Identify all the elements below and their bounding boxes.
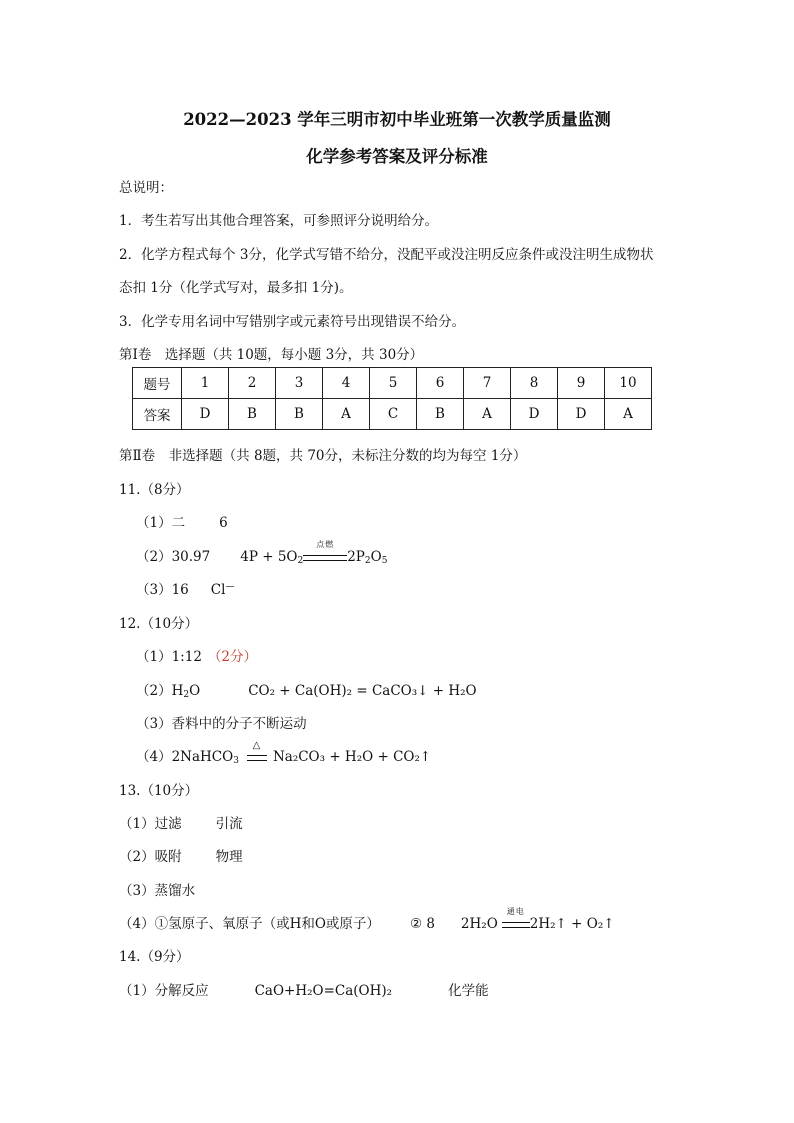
eq-reactants: 4P + 5O [240,549,298,565]
eq-product-b: O [370,549,382,565]
q12-part2-equation: CO₂ + Ca(OH)₂ = CaCO₃↓ + H₂O [248,683,477,699]
q13-part2 [119,845,243,865]
table-cell-number: 6 [417,368,464,399]
table-cell-number: 9 [558,368,605,399]
eq-subscript: 2 [364,556,371,566]
q12-part2-answer-a: （2）H [136,683,184,699]
table-cell-answer: B [276,399,323,430]
heat-symbol: △ [252,740,262,751]
q11-part3 [136,578,234,598]
q12-part4-products: Na₂CO₃ + H₂O + CO₂↑ [272,749,432,765]
table-cell-answer: A [464,399,511,430]
table-header-answer: 答案 [133,399,182,430]
q11-part1 [136,511,228,531]
table-cell-answer: D [558,399,605,430]
q12-part1-answer: （1）1:12 [136,649,202,665]
note-1: 1．考生若写出其他合理答案，可参照评分说明给分。 [119,213,439,229]
q12-part2 [136,679,477,699]
table-cell-answer: A [323,399,370,430]
q13-part2-answer-b: 物理 [215,849,243,865]
q13-part2-answer-a: （2）吸附 [119,849,182,865]
q11-part3-answer-a: （3）16 [136,582,189,598]
reaction-condition-label: 通电 [506,907,525,916]
ion-charge: — [225,582,235,592]
q14-part1-answer-c: 化学能 [448,983,489,999]
q13-part4-eq-left: 2H₂O [460,916,498,932]
q14-part1-answer-a: （1）分解反应 [119,983,209,999]
table-cell-number: 5 [370,368,417,399]
answer-table [132,367,652,430]
table-cell-answer: C [370,399,417,430]
q11-part2 [136,540,388,566]
section-2-heading: 第Ⅱ卷 非选择题（共 8题，共 70分，未标注分数的均为每空 1分） [119,448,527,464]
section-1-heading: 第Ⅰ卷 选择题（共 10题，每小题 3分，共 30分） [119,347,424,363]
q14-heading: 14.（9分） [119,949,190,965]
q13-part1-answer-a: （1）过滤 [119,816,182,832]
reaction-condition-arrow [303,540,347,565]
table-cell-answer: D [182,399,229,430]
table-cell-number: 4 [323,368,370,399]
table-header-number: 题号 [133,368,182,399]
note-2: 2．化学方程式每个 3分，化学式写错不给分，没配平或没注明反应条件或没注明生成物状 [119,247,654,263]
q12-part3: （3）香料中的分子不断运动 [136,716,307,732]
reaction-condition-arrow [502,907,530,932]
table-cell-number: 2 [229,368,276,399]
document-subtitle: 化学参考答案及评分标准 [306,147,488,166]
q13-part4-eq-right: 2H₂↑ + O₂↑ [529,916,615,932]
q11-part1-answer-a: （1）二 [136,515,186,531]
q13-heading: 13.（10分） [119,783,199,799]
q11-part3-answer-b: Cl [210,582,226,598]
eq-product-a: 2P [347,549,365,565]
table-row-answers [133,399,652,430]
table-cell-number: 7 [464,368,511,399]
table-cell-number: 10 [605,368,652,399]
q12-part4 [136,740,432,766]
q12-part4-reactant: （4）2NaHCO [136,749,234,765]
q11-heading: 11.（8分） [119,482,190,498]
q13-part4-answer-a: （4）①氢原子、氧原子（或H和O或原子） [119,916,380,932]
q14-part1 [119,979,489,999]
table-row-numbers [133,368,652,399]
eq-subscript: 2 [297,556,304,566]
q12-part2-answer-a-o: O [189,683,201,699]
eq-subscript: 5 [381,556,388,566]
q12-heading: 12.（10分） [119,616,199,632]
note-2-cont: 态扣 1分（化学式写对，最多扣 1分)。 [119,280,353,296]
general-notes-heading: 总说明： [119,180,173,196]
table-cell-answer: D [511,399,558,430]
q13-part4 [119,907,615,932]
table-cell-answer: B [229,399,276,430]
q14-part1-answer-b: CaO+H₂O=Ca(OH)₂ [254,983,393,999]
note-3: 3．化学专用名词中写错别字或元素符号出现错误不给分。 [119,314,466,330]
q13-part1-answer-b: 引流 [215,816,243,832]
q12-part1 [136,645,257,665]
q12-part1-score: （2分） [207,649,257,665]
eq-subscript: 2 [183,690,190,700]
reaction-condition-label: 点燃 [316,540,335,549]
reaction-condition-arrow [247,740,267,765]
table-cell-answer: A [605,399,652,430]
q11-part1-answer-b: 6 [219,515,228,531]
table-cell-number: 1 [182,368,229,399]
table-cell-answer: B [417,399,464,430]
q13-part1 [119,812,243,832]
q13-part4-answer-b: ② 8 [409,916,435,932]
table-cell-number: 8 [511,368,558,399]
document-title: 2022—2023 学年三明市初中毕业班第一次教学质量监测 [183,110,611,129]
q13-part3: （3）蒸馏水 [119,883,196,899]
table-cell-number: 3 [276,368,323,399]
q11-equation [240,540,388,566]
eq-subscript: 3 [233,756,239,766]
q11-part2-answer-a: （2）30.97 [136,549,211,565]
